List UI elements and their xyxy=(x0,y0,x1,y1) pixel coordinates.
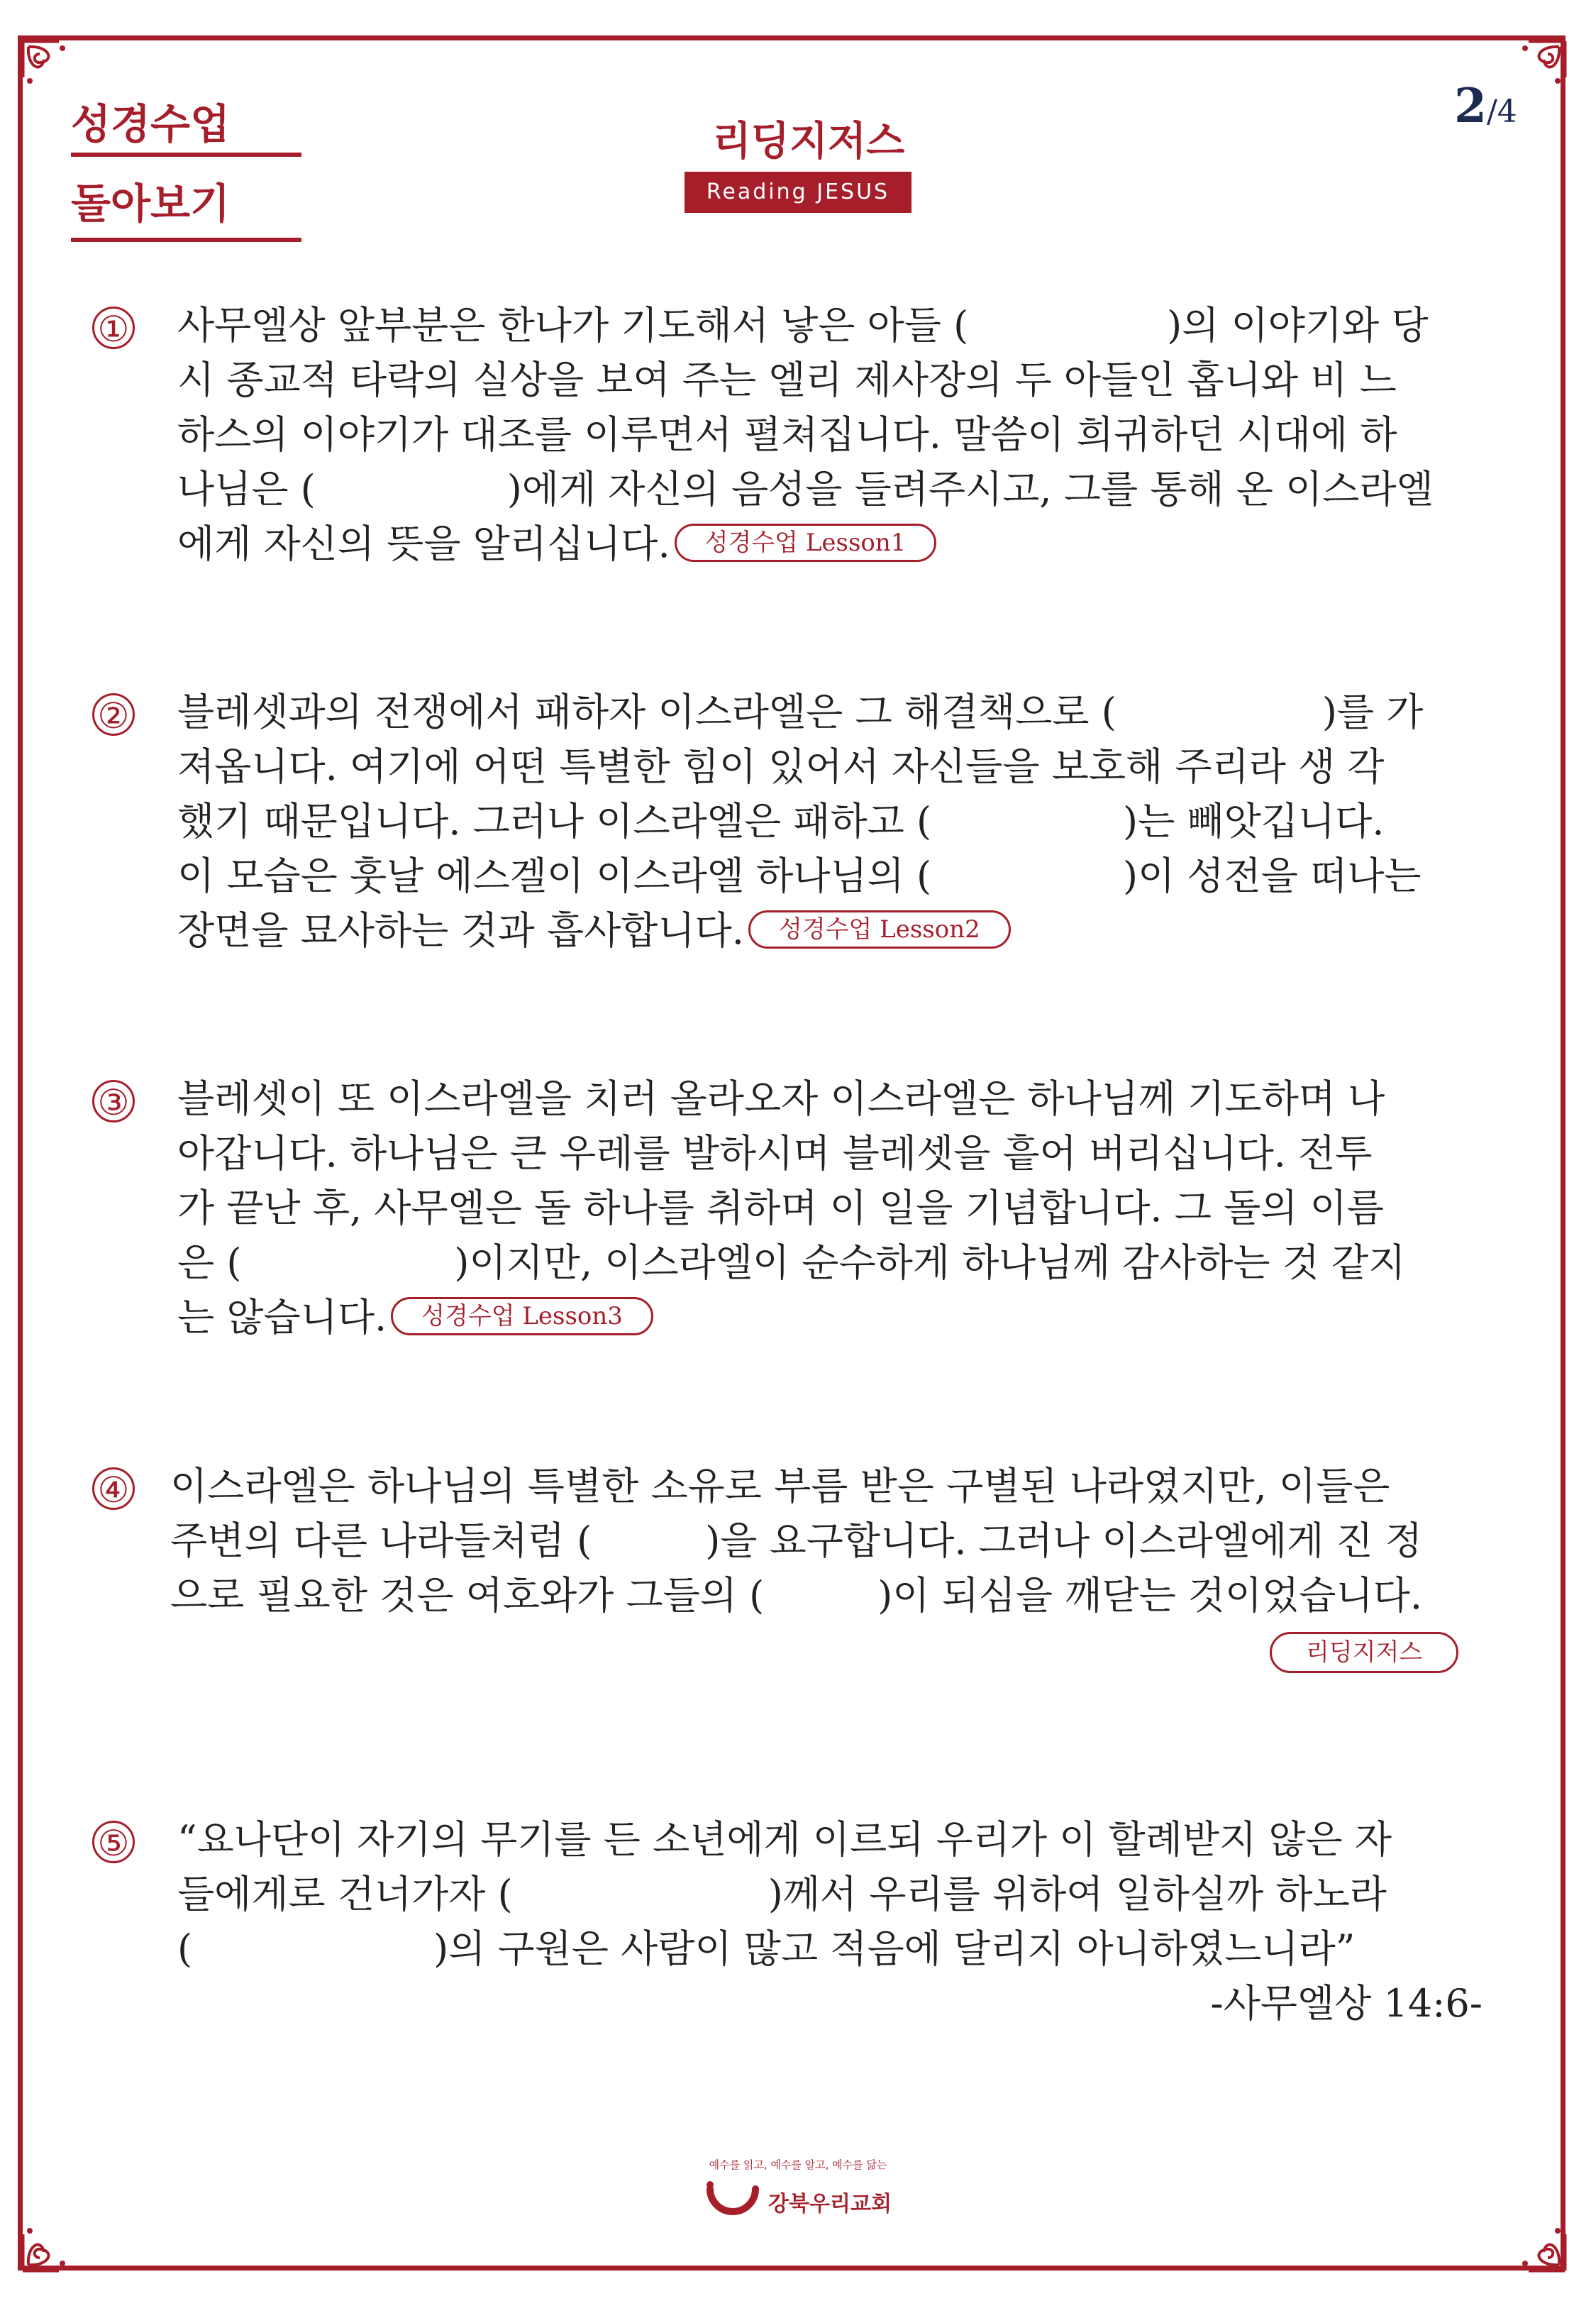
center-title: 리딩지저스 xyxy=(712,118,905,165)
source-tag: 리딩지저스 xyxy=(1270,1632,1458,1673)
question-text: ( xyxy=(177,1926,193,1971)
question-text: 블레셋이 또 이스라엘을 치러 올라오자 이스라엘은 하나님께 기도하며 나 xyxy=(177,1076,1385,1121)
question-text: 했기 때문입니다. 그러나 이스라엘은 패하고 ( xyxy=(177,799,932,844)
page-current: 2 xyxy=(1454,78,1487,133)
lesson-tag: 성경수업 Lesson2 xyxy=(748,910,1011,949)
question-text: 나님은 ( xyxy=(177,467,316,512)
church-logo-icon xyxy=(704,2179,761,2224)
question-text: 져옵니다. 여기에 어떤 특별한 힘이 있어서 자신들을 보호해 주리라 생 각 xyxy=(177,744,1385,789)
question-number: ② xyxy=(92,693,135,736)
question-number: ⑤ xyxy=(92,1821,135,1863)
divider xyxy=(71,153,301,157)
question-text: 사무엘상 앞부분은 한나가 기도해서 낳은 아들 ( xyxy=(177,303,969,348)
side-title-line2: 돌아보기 xyxy=(71,180,231,228)
question-text: 으로 필요한 것은 여호와가 그들의 ( xyxy=(170,1573,765,1618)
question-text: )는 빼앗깁니다. xyxy=(1123,799,1385,844)
question-text: 블레셋과의 전쟁에서 패하자 이스라엘은 그 해결책으로 ( xyxy=(177,690,1116,734)
question-text: 에게 자신의 뜻을 알리십니다. xyxy=(177,522,670,566)
question-number: ③ xyxy=(92,1080,135,1122)
page-number xyxy=(1454,78,1517,133)
question-text: )이 성전을 떠나는 xyxy=(1123,854,1422,898)
question-text: 은 ( xyxy=(177,1240,242,1285)
corner-ornament-icon xyxy=(20,2210,84,2273)
question-text: 주변의 다른 나라들처럼 ( xyxy=(170,1518,592,1563)
question-text: 이 모습은 훗날 에스겔이 이스라엘 하나님의 ( xyxy=(177,854,932,898)
question-3 xyxy=(177,1071,1483,1345)
question-text: 는 않습니다. xyxy=(177,1295,387,1340)
question-2 xyxy=(177,685,1483,958)
church-name: 강북우리교회 xyxy=(768,2192,892,2217)
question-text: 이스라엘은 하나님의 특별한 소유로 부름 받은 구별된 나라였지만, 이들은 xyxy=(170,1464,1390,1508)
question-text: )을 요구합니다. 그러나 이스라엘에게 진 정 xyxy=(705,1518,1423,1563)
footer-slogan: 예수를 읽고, 예수를 알고, 예수를 닮는 xyxy=(709,2158,887,2171)
center-badge: Reading JESUS xyxy=(685,172,911,213)
question-text: )를 가 xyxy=(1321,690,1424,734)
question-text: 들에게로 건너가자 ( xyxy=(177,1872,513,1916)
side-title-line1: 성경수업 xyxy=(71,100,231,148)
question-4 xyxy=(170,1459,1475,1623)
question-text: “요나단이 자기의 무기를 든 소년에게 이르되 우리가 이 할례받지 않은 자 xyxy=(177,1817,1392,1862)
question-text: )의 이야기와 당 xyxy=(1167,303,1429,348)
question-text: 아갑니다. 하나님은 큰 우레를 발하시며 블레셋을 흩어 버리십니다. 전투 xyxy=(177,1131,1373,1176)
question-text: )의 구원은 사람이 많고 적음에 달리지 아니하였느니라” xyxy=(433,1926,1356,1971)
lesson-tag: 성경수업 Lesson1 xyxy=(675,524,937,562)
question-text: )께서 우리를 위하여 일하실까 하노라 xyxy=(767,1872,1387,1916)
question-number: ④ xyxy=(92,1467,135,1510)
question-number: ① xyxy=(92,307,135,349)
question-text: )에게 자신의 음성을 들려주시고, 그를 통해 온 이스라엘 xyxy=(506,467,1434,512)
question-text: 장면을 묘사하는 것과 흡사합니다. xyxy=(177,908,744,953)
corner-ornament-icon xyxy=(1504,2210,1568,2273)
page-total: /4 xyxy=(1486,94,1517,130)
question-text: 가 끝난 후, 사무엘은 돌 하나를 취하며 이 일을 기념합니다. 그 돌의 이름 xyxy=(177,1186,1384,1230)
question-text: )이 되심을 깨닫는 것이었습니다. xyxy=(877,1573,1423,1618)
footer xyxy=(692,2157,904,2224)
divider xyxy=(71,238,301,242)
question-5 xyxy=(177,1812,1483,2031)
question-text: 시 종교적 타락의 실상을 보여 주는 엘리 제사장의 두 아들인 홉니와 비 느 xyxy=(177,358,1397,402)
question-text: )이지만, 이스라엘이 순수하게 하나님께 감사하는 것 같지 xyxy=(454,1240,1406,1285)
scripture-reference: -사무엘상 14:6- xyxy=(1210,1981,1483,2026)
question-text: 하스의 이야기가 대조를 이루면서 펼쳐집니다. 말씀이 희귀하던 시대에 하 xyxy=(177,412,1397,457)
question-1 xyxy=(177,298,1483,571)
lesson-tag: 성경수업 Lesson3 xyxy=(391,1297,653,1335)
